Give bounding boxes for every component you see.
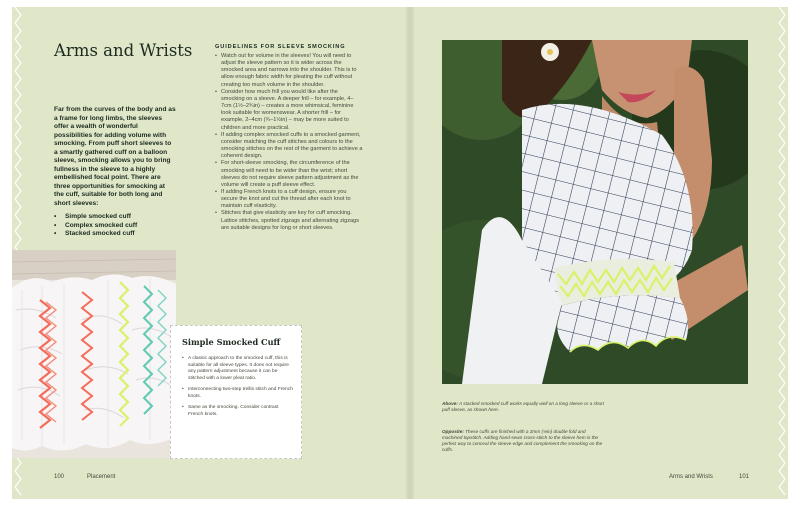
folio-page-number-right: 101 bbox=[739, 474, 750, 480]
guidelines-list bbox=[215, 53, 363, 232]
caption-opposite-text: These cuffs are finished with a 3mm (⅛in) double fold and machined topstitch. Adding hand-sewn cross-stitch to the sleeve hem is the perfect way to conceal the sleeve edge and complement the smocking on the cuffs. bbox=[442, 429, 603, 452]
caption-above-label: Above: bbox=[442, 401, 458, 406]
guidelines-heading: GUIDELINES FOR SLEEVE SMOCKING bbox=[215, 44, 346, 50]
card-list-item: • Interconnecting two-step trellis stitch and French knots. bbox=[182, 387, 294, 400]
guideline-item: • For short-sleeve smocking, the circumference of the smocking will need to be wider than the wrist; short sleeves do not require sleeve pattern adjustment as the volume will create a puff sleeve effect. bbox=[215, 160, 363, 189]
right-zigzag-border bbox=[776, 7, 788, 499]
caption-opposite-label: Opposite: bbox=[442, 429, 464, 434]
intro-paragraph: Far from the curves of the body and as a frame for long limbs, the sleeves offer a wealth of wonderful possibilities for adding volume with smocking. From puff short sleeves to a smartly gathered cuff on a balloon sleeve, smocking allows you to bring fullness in the sleeve to a highly embellished focal point. There are three opportunities for smocking at the cuff, suitable for both long and short sleeves: bbox=[54, 106, 176, 207]
guideline-item: • Stitches that give elasticity are key for cuff smocking. Lattice stitches, spotted zigzags and alternating zigzags are suitable designs for long or short sleeves. bbox=[215, 210, 363, 231]
folio-section-left: Placement bbox=[87, 474, 116, 480]
guideline-item: • Watch out for volume in the sleeves! You will need to adjust the sleeve pattern so it is wider across the smocked area and narrows into the shoulder. This is to allow enough fabric width for pleating the cuff without creating too much volume in the shoulder. bbox=[215, 53, 363, 89]
guideline-item: • Consider how much frill you would like after the smocking on a sleeve. A deeper frill – for example, 4–7cm (1½–2¾in) – creates a more whimsical, feminine look suitable for womenswear. A shorter frill – for example, 2–4cm (¾–1½in) – may be more suited to children and more practical. bbox=[215, 89, 363, 132]
card-list-item: • Same as the smocking. Consider contrast French knots. bbox=[182, 405, 294, 418]
smocked-cuffs-photo bbox=[12, 250, 176, 458]
simple-smocked-cuff-card bbox=[170, 325, 302, 459]
card-list-item: • A classic approach to the smocked cuff, this is suitable for all sleeve types. It does not require any pattern adjustment because it can be stitched with a lower pleat ratio. bbox=[182, 356, 294, 382]
model-sleeve-photo bbox=[442, 40, 748, 384]
caption-opposite bbox=[442, 429, 604, 453]
card-list bbox=[182, 356, 294, 423]
guideline-item: • If adding complex smocked cuffs to a smocked garment, consider matching the cuff stitches and colours to the smocking stitches on the rest of the garment to achieve a coherent design. bbox=[215, 132, 363, 161]
page-gutter bbox=[406, 7, 414, 499]
cuff-type-item: • Simple smocked cuff bbox=[54, 213, 194, 222]
cuff-type-item: • Complex smocked cuff bbox=[54, 222, 194, 231]
cuff-type-list bbox=[54, 213, 194, 239]
card-title: Simple Smocked Cuff bbox=[182, 337, 281, 347]
guideline-item: • If adding French knots to a cuff design, ensure you secure the knot and cut the thread after each knot to maintain cuff elasticity. bbox=[215, 189, 363, 210]
folio-page-number-left: 100 bbox=[54, 474, 65, 480]
caption-above-text: A stacked smocked cuff works equally well on a long sleeve or a short puff sleeve, as shown here. bbox=[442, 401, 604, 412]
caption-above bbox=[442, 401, 604, 413]
folio-section-right: Arms and Wrists bbox=[669, 474, 713, 480]
cuff-type-item: • Stacked smocked cuff bbox=[54, 230, 194, 239]
page-title: Arms and Wrists bbox=[54, 41, 193, 60]
book-spread bbox=[12, 7, 788, 499]
